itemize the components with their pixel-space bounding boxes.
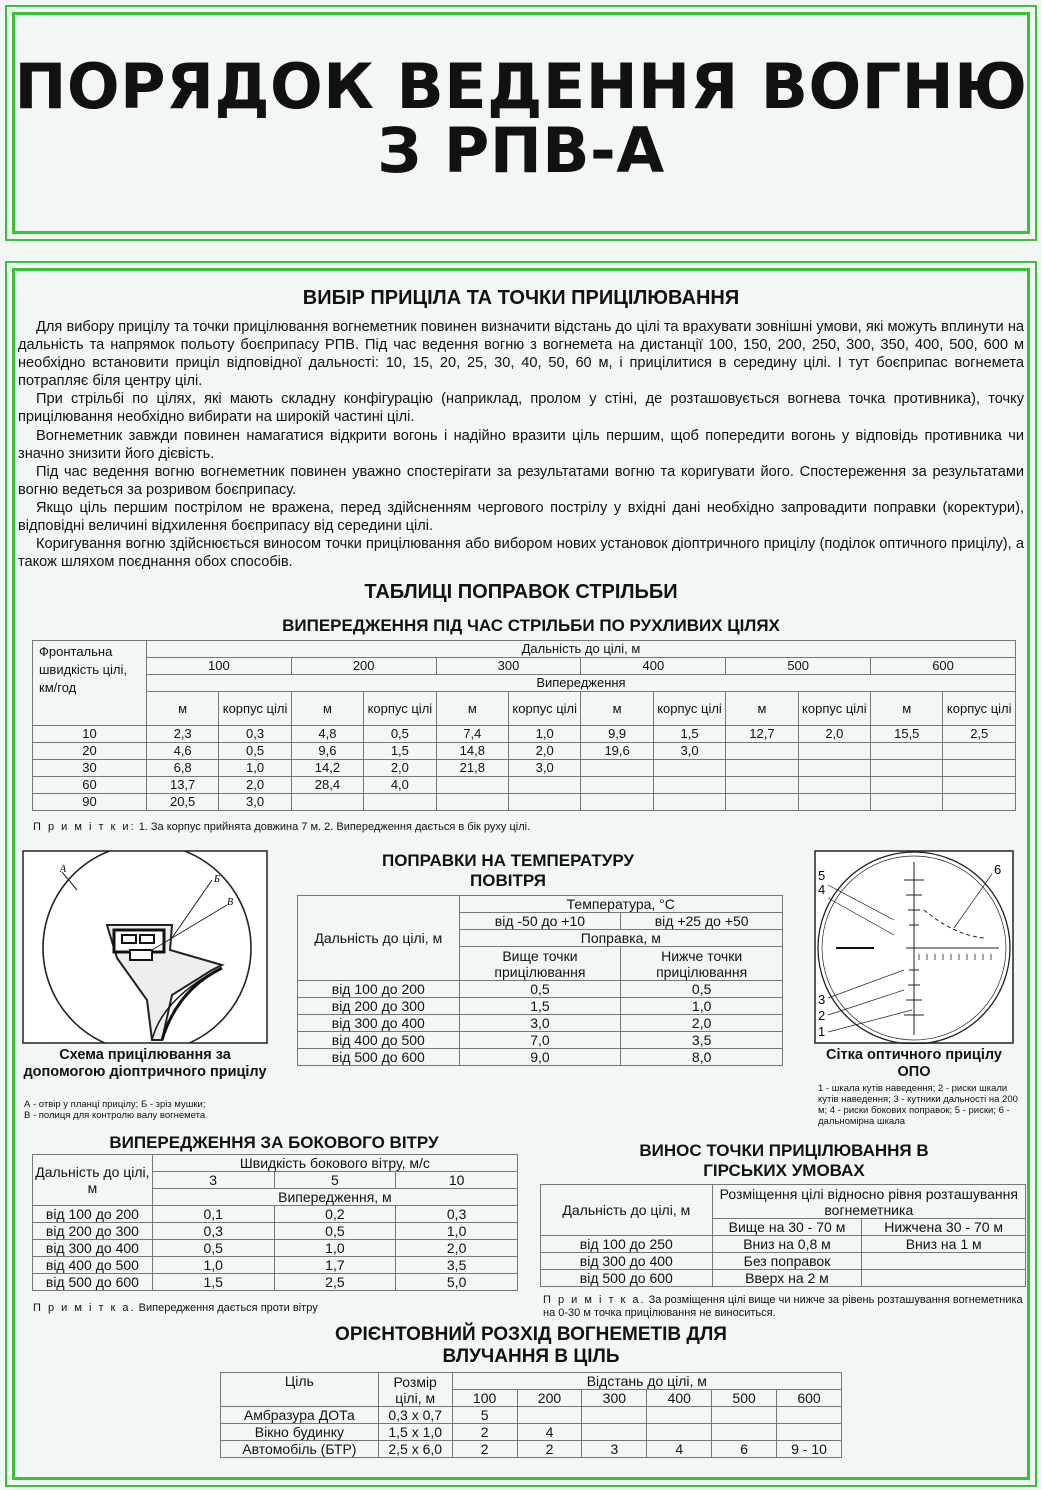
range-header-row — [33, 658, 1016, 675]
table-cell: 2,0 — [364, 760, 436, 777]
lead-moving-note: П р и м і т к и: 1. За корпус прийнята довжина 7 м. 2. Випередження дається в бік руху цілі. — [33, 821, 531, 833]
table-cell — [582, 1424, 647, 1441]
table-cell — [653, 794, 725, 811]
table-row — [298, 1015, 783, 1032]
table-cell: 2,0 — [798, 726, 870, 743]
header-correction: Поправка, м — [459, 930, 782, 947]
reticle-label: 3 — [818, 992, 826, 1007]
table-cell: 9 - 10 — [777, 1441, 842, 1458]
table-cell — [943, 794, 1016, 811]
header-target: Ціль — [221, 1373, 379, 1407]
table-cell: від 200 до 300 — [298, 998, 460, 1015]
table-cell: Вниз на 1 м — [862, 1236, 1026, 1253]
table-cell: від 100 до 250 — [541, 1236, 713, 1253]
table-cell — [943, 777, 1016, 794]
table-cell: 13,7 — [146, 777, 218, 794]
table-cell — [871, 743, 943, 760]
mountain-heading: ВИНОС ТОЧКИ ПРИЦІЛЮВАННЯ В ГІРСЬКИХ УМОВАХ — [639, 1141, 929, 1180]
consumption-heading: ОРІЄНТОВНИЙ РОЗХІД ВОГНЕМЕТІВ ДЛЯ ВЛУЧАННЯ В ЦІЛЬ — [335, 1324, 727, 1367]
wind-table — [32, 1154, 518, 1291]
header-wind: Швидкість бокового вітру, м/с — [152, 1155, 517, 1172]
table-cell: 4,6 — [146, 743, 218, 760]
table-cell — [862, 1270, 1026, 1287]
consumption-table — [220, 1372, 842, 1458]
table-cell: корпус цілі — [508, 692, 580, 726]
table-cell: 0,2 — [274, 1206, 396, 1223]
reticle-label: 4 — [818, 882, 826, 897]
table-cell: 6 — [712, 1441, 777, 1458]
table-cell: 4 — [647, 1441, 712, 1458]
table-cell: Вікно будинку — [221, 1424, 379, 1441]
page-title: ПОРЯДОК ВЕДЕННЯ ВОГНЮ З РПВ-А — [14, 50, 1028, 187]
label-a: А — [60, 864, 67, 875]
table-cell — [871, 794, 943, 811]
table-cell — [436, 794, 508, 811]
table-cell: Без поправок — [712, 1253, 862, 1270]
table-cell: 0,3 х 0,7 — [378, 1407, 452, 1424]
table-row — [33, 726, 1016, 743]
table-cell: 19,6 — [581, 743, 653, 760]
table-row — [33, 760, 1016, 777]
header-lead: Випередження — [146, 675, 1015, 692]
section-heading-sight: ВИБІР ПРИЦІЛА ТА ТОЧКИ ПРИЦІЛЮВАННЯ — [302, 287, 740, 309]
table-cell — [871, 760, 943, 777]
table-cell: м — [436, 692, 508, 726]
wind-heading: ВИПЕРЕДЖЕННЯ ЗА БОКОВОГО ВІТРУ — [109, 1133, 439, 1152]
table-cell: 5,0 — [396, 1274, 518, 1291]
table-cell: 4,8 — [291, 726, 363, 743]
table-cell — [798, 760, 870, 777]
table-cell: 0,3 — [152, 1223, 274, 1240]
table-cell: 7,0 — [459, 1032, 621, 1049]
table-cell: 1,5 — [459, 998, 621, 1015]
table-cell: м — [871, 692, 943, 726]
header-temp: Температура, °С — [459, 896, 782, 913]
table-cell: 28,4 — [291, 777, 363, 794]
table-row — [298, 1032, 783, 1049]
table-cell: 2 — [517, 1441, 582, 1458]
table-cell — [798, 794, 870, 811]
table-cell: 1,5 х 1,0 — [378, 1424, 452, 1441]
table-cell: 1,7 — [274, 1257, 396, 1274]
table-cell — [517, 1407, 582, 1424]
table-cell: 400 — [581, 658, 726, 675]
table-cell: 500 — [726, 658, 871, 675]
table-cell: 1,0 — [274, 1240, 396, 1257]
table-cell: 14,2 — [291, 760, 363, 777]
table-cell: Амбразура ДОТа — [221, 1407, 379, 1424]
table-cell: 2,5 — [274, 1274, 396, 1291]
table-cell: від 100 до 200 — [33, 1206, 153, 1223]
table-cell: 2,0 — [508, 743, 580, 760]
table-row — [298, 1049, 783, 1066]
reticle-label: 6 — [994, 862, 1002, 877]
table-cell — [777, 1407, 842, 1424]
table-row — [221, 1407, 842, 1424]
table-cell: 1,0 — [508, 726, 580, 743]
table-cell: від 400 до 500 — [298, 1032, 460, 1049]
table-cell: 2,5 — [943, 726, 1016, 743]
paragraph: Вогнеметник завжди повинен намагатися відкрити вогонь і надійно вразити ціль першим, щоб попередити вогонь у відповідь противника чи значно знизити його дієвість. — [18, 427, 1024, 462]
paragraph: Під час ведення вогню вогнеметник повинен уважно спостерігати за результатами вогню та коригувати його. Спостереження за результатами вогню ведеться за розривом боєприпасу. — [18, 463, 1024, 498]
table-cell: 10 — [396, 1172, 518, 1189]
table-cell: 200 — [291, 658, 436, 675]
table-cell — [712, 1424, 777, 1441]
table-cell: м — [291, 692, 363, 726]
table-cell — [726, 777, 798, 794]
table-cell: 2 — [452, 1424, 517, 1441]
table-cell: Вверх на 2 м — [712, 1270, 862, 1287]
table-cell: 0,3 — [219, 726, 291, 743]
header-place: Розміщення цілі відносно рівня розташування вогнеметника — [712, 1185, 1025, 1219]
header-range: Дальність до цілі, м — [298, 896, 460, 981]
table-cell: 12,7 — [726, 726, 798, 743]
table-cell: 400 — [647, 1390, 712, 1407]
lead-moving-table — [32, 640, 1016, 811]
table-cell: корпус цілі — [798, 692, 870, 726]
table-row — [33, 777, 1016, 794]
optical-legend: 1 - шкала кутів наведення; 2 - риски шкали кутів наведення; 3 - кутники дальності на 200 м; 4 - риски бокових поправок; 5 - риски; 6 - дальномірна шкала — [818, 1083, 1018, 1127]
table-cell: 0,3 — [396, 1206, 518, 1223]
header-lead: Випередження, м — [152, 1189, 517, 1206]
header-range: Дальність до цілі, м — [33, 1155, 153, 1206]
table-cell: 0,5 — [459, 981, 621, 998]
table-cell: 1,0 — [219, 760, 291, 777]
table-cell: 1,0 — [621, 998, 783, 1015]
table-cell — [647, 1407, 712, 1424]
table-cell: корпус цілі — [943, 692, 1016, 726]
table-cell: 3,5 — [621, 1032, 783, 1049]
table-row — [221, 1424, 842, 1441]
table-cell: 0,5 — [274, 1223, 396, 1240]
table-row — [33, 1257, 518, 1274]
table-cell — [581, 777, 653, 794]
table-cell: корпус цілі — [653, 692, 725, 726]
table-cell: 60 — [33, 777, 147, 794]
table-cell: 600 — [871, 658, 1016, 675]
table-cell: 300 — [436, 658, 581, 675]
label-v: В — [227, 897, 234, 908]
table-cell: 3,0 — [653, 743, 725, 760]
table-cell: 5 — [274, 1172, 396, 1189]
table-cell: 9,9 — [581, 726, 653, 743]
table-cell: 1,5 — [653, 726, 725, 743]
table-cell: 5 — [452, 1407, 517, 1424]
temperature-table — [297, 895, 783, 1066]
table-cell: 0,5 — [152, 1240, 274, 1257]
reticle-label: 1 — [818, 1024, 826, 1039]
table-cell: 0,5 — [219, 743, 291, 760]
table-cell: 6,8 — [146, 760, 218, 777]
table-cell: 3,0 — [459, 1015, 621, 1032]
table-cell: від 300 до 400 — [298, 1015, 460, 1032]
unit-header-row — [33, 692, 1016, 726]
table-cell: 21,8 — [436, 760, 508, 777]
optical-sight-reticle — [814, 850, 1014, 1044]
table-cell: від 200 до 300 — [33, 1223, 153, 1240]
table-cell: від 300 до 400 — [33, 1240, 153, 1257]
header-range: Дальність до цілі, м — [541, 1185, 713, 1236]
table-cell: 2,3 — [146, 726, 218, 743]
table-cell: 0,5 — [364, 726, 436, 743]
table-row — [298, 998, 783, 1015]
table-cell: 3 — [152, 1172, 274, 1189]
table-row — [33, 1240, 518, 1257]
table-cell — [798, 777, 870, 794]
table-cell — [647, 1424, 712, 1441]
table-cell: 3,5 — [396, 1257, 518, 1274]
header-higher: Вище на 30 - 70 м — [712, 1219, 862, 1236]
table-cell: 100 — [452, 1390, 517, 1407]
table-cell: 2,0 — [396, 1240, 518, 1257]
table-cell: 10 — [33, 726, 147, 743]
header-speed: Фронтальна швидкість цілі, км/год — [33, 641, 147, 726]
table-cell: 1,0 — [396, 1223, 518, 1240]
table-cell: від 500 до 600 — [298, 1049, 460, 1066]
label-b: Б — [214, 874, 220, 885]
table-cell: 8,0 — [621, 1049, 783, 1066]
wind-note: П р и м і т к а. Випередження дається проти вітру — [33, 1302, 318, 1314]
table-row — [541, 1270, 1026, 1287]
header-t2: від +25 до +50 — [621, 913, 783, 930]
header-below: Нижче точки прицілювання — [621, 947, 783, 981]
table-cell — [291, 794, 363, 811]
table-cell: 9,0 — [459, 1049, 621, 1066]
table-row — [33, 794, 1016, 811]
table-cell: 30 — [33, 760, 147, 777]
table-cell: м — [581, 692, 653, 726]
table-cell — [943, 760, 1016, 777]
table-cell: 3,0 — [219, 794, 291, 811]
header-size: Розмір цілі, м — [378, 1373, 452, 1407]
table-cell — [777, 1424, 842, 1441]
table-cell: 2,0 — [219, 777, 291, 794]
intro-text — [18, 318, 1024, 571]
table-cell: м — [726, 692, 798, 726]
table-cell: 100 — [146, 658, 291, 675]
table-cell — [653, 777, 725, 794]
lead-moving-heading: ВИПЕРЕДЖЕННЯ ПІД ЧАС СТРІЛЬБИ ПО РУХЛИВИХ ЦІЛЯХ — [282, 616, 780, 635]
table-cell: 0,5 — [621, 981, 783, 998]
table-cell: 1,5 — [152, 1274, 274, 1291]
mountain-note: П р и м і т к а. За розміщення цілі вище чи нижче за рівень розташування вогнеметника на 0-30 м точка прицілювання не виноситься. — [543, 1294, 1023, 1319]
table-cell — [508, 794, 580, 811]
table-cell: 3,0 — [508, 760, 580, 777]
tables-heading: ТАБЛИЦІ ПОПРАВОК СТРІЛЬБИ — [364, 581, 678, 603]
table-cell: 4,0 — [364, 777, 436, 794]
table-cell: м — [146, 692, 218, 726]
table-cell: від 300 до 400 — [541, 1253, 713, 1270]
table-cell — [653, 760, 725, 777]
table-cell: 600 — [777, 1390, 842, 1407]
table-row — [33, 1274, 518, 1291]
table-cell: від 400 до 500 — [33, 1257, 153, 1274]
table-cell: 500 — [712, 1390, 777, 1407]
table-cell — [712, 1407, 777, 1424]
table-cell — [436, 777, 508, 794]
table-cell: 3 — [582, 1441, 647, 1458]
table-cell — [582, 1407, 647, 1424]
table-cell: 14,8 — [436, 743, 508, 760]
table-cell — [798, 743, 870, 760]
optical-caption: Сітка оптичного прицілу ОПО — [826, 1047, 1002, 1080]
table-cell: корпус цілі — [219, 692, 291, 726]
reticle-label: 2 — [818, 1008, 826, 1023]
table-row — [541, 1236, 1026, 1253]
table-row — [541, 1253, 1026, 1270]
table-cell: 15,5 — [871, 726, 943, 743]
table-cell: 9,6 — [291, 743, 363, 760]
paragraph: Коригування вогню здійснюється виносом точки прицілювання або вибором нових установок діоптричного прицілу (поділок оптичного прицілу), а також шляхом поєднання обох способів. — [18, 536, 1024, 571]
table-cell: 300 — [582, 1390, 647, 1407]
table-cell: від 500 до 600 — [541, 1270, 713, 1287]
table-cell: 20,5 — [146, 794, 218, 811]
table-cell: від 100 до 200 — [298, 981, 460, 998]
diopter-legend: А - отвір у планці прицілу; Б - зріз мушки; В - полиця для контролю валу вогнемета — [24, 1099, 206, 1121]
paragraph: При стрільбі по цілях, які мають складну конфігурацію (наприклад, пролом у стіні, де розташовується вогнева точка противника), точку прицілювання необхідно вибирати на широкій частині цілі. — [18, 391, 1024, 426]
table-cell: 4 — [517, 1424, 582, 1441]
mountain-table — [540, 1184, 1026, 1287]
table-cell: 1,5 — [364, 743, 436, 760]
table-cell — [508, 777, 580, 794]
table-cell: 2,5 х 6,0 — [378, 1441, 452, 1458]
table-cell — [364, 794, 436, 811]
table-cell: 200 — [517, 1390, 582, 1407]
table-cell — [862, 1253, 1026, 1270]
table-row — [33, 1206, 518, 1223]
temp-heading: ПОПРАВКИ НА ТЕМПЕРАТУРУ ПОВІТРЯ — [381, 851, 635, 890]
header-lower: Нижчена 30 - 70 м — [862, 1219, 1026, 1236]
header-t1: від -50 до +10 — [459, 913, 621, 930]
paragraph: Якщо ціль першим пострілом не вражена, перед здійсненням чергового пострілу у вхідні дані необхідно запровадити поправки (коректури), відповідні величині відхилення боєприпасу від середини цілі. — [18, 499, 1024, 535]
header-range: Дальність до цілі, м — [146, 641, 1015, 658]
table-cell: 7,4 — [436, 726, 508, 743]
table-cell — [871, 777, 943, 794]
table-cell — [726, 760, 798, 777]
header-above: Вище точки прицілювання — [459, 947, 621, 981]
table-cell: 1,0 — [152, 1257, 274, 1274]
diopter-sight-diagram — [22, 850, 268, 1044]
table-cell: 0,1 — [152, 1206, 274, 1223]
table-cell: 90 — [33, 794, 147, 811]
table-cell: від 500 до 600 — [33, 1274, 153, 1291]
table-cell: корпус цілі — [364, 692, 436, 726]
table-row — [33, 1223, 518, 1240]
table-row — [221, 1441, 842, 1458]
table-row — [33, 743, 1016, 760]
table-cell — [581, 760, 653, 777]
table-cell — [726, 743, 798, 760]
table-cell: Автомобіль (БТР) — [221, 1441, 379, 1458]
header-range: Відстань до цілі, м — [452, 1373, 841, 1390]
table-cell — [581, 794, 653, 811]
reticle-label: 5 — [818, 868, 826, 883]
table-cell — [943, 743, 1016, 760]
table-row — [298, 981, 783, 998]
paragraph: Для вибору прицілу та точки прицілювання вогнеметник повинен визначити відстань до цілі та врахувати зовнішні умови, які можуть вплинути на дальність та напрямок польоту боєприпасу РПВ. Під час ведення вогню з вогнемета на дистанції 100, 150, 200, 250, 300, 350, 400, 500, 600 м необхідно встановити приціл відповідної дальності: 10, 15, 20, 25, 30, 40, 50, 60 м, і прицілитися в середину цілі. І тут боєприпас вогнемета потрапляє біля центру цілі. — [18, 319, 1024, 390]
table-cell: Вниз на 0,8 м — [712, 1236, 862, 1253]
table-cell: 2 — [452, 1441, 517, 1458]
table-cell: 2,0 — [621, 1015, 783, 1032]
table-cell: 20 — [33, 743, 147, 760]
diopter-caption: Схема прицілювання за допомогою діоптричного прицілу — [23, 1047, 267, 1080]
table-cell — [726, 794, 798, 811]
